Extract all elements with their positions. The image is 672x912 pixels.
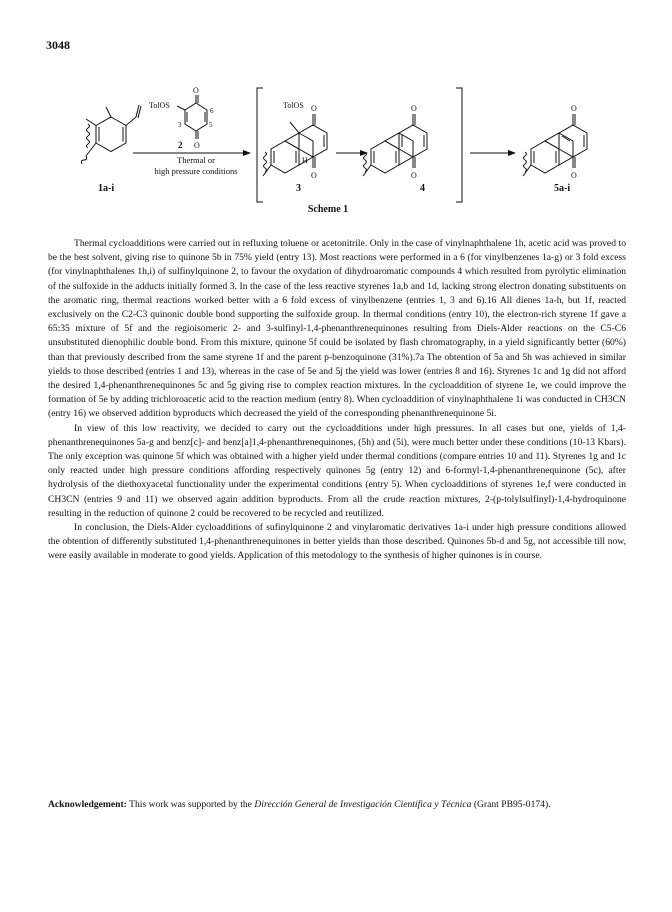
acknowledgement-agency: Dirección General de Investigación Científica y Técnica <box>254 799 472 810</box>
page-number: 3048 <box>46 38 70 52</box>
intermediate-4-structure <box>363 114 427 176</box>
intermediate-4-atom-o-top: O <box>411 104 417 113</box>
intermediate-atom-o-top: O <box>311 104 317 113</box>
intermediate-substituent: TolOS <box>283 101 304 110</box>
reagent-number-5: 5 <box>209 121 213 129</box>
reagent-substituent: TolOS <box>149 101 170 110</box>
paragraph-3: In conclusion, the Diels-Alder cycloadditions of sufinylquinone 2 and vinylaromatic derivatives 1a-i under high pressure conditions allowed the obtention of differently substituted 1,4-phenanthrenequinones in better yields than those described. Quinones 5b-d and 5g, not accessible till now, were easily available in moderate to good yields. Application of this metodology to the synthesis of higher quinones is in course. <box>48 522 626 562</box>
acknowledgement-text-before: This work was supported by the <box>129 799 252 810</box>
product-5-structure <box>523 114 587 176</box>
scheme-title: Scheme 1 <box>307 204 349 215</box>
acknowledgement-text-after: (Grant PB95-0174). <box>473 799 551 810</box>
product-atom-o-top: O <box>571 104 577 113</box>
intermediate-3-structure <box>263 114 327 176</box>
acknowledgement-heading: Acknowledgement: <box>48 799 127 810</box>
intermediate-atom-o-bottom: O <box>311 171 317 180</box>
bracket-left <box>257 88 263 202</box>
paragraph-2: In view of this low reactivity, we decided to carry out the cycloadditions under high pressures. In all cases but one, yields of 1,4-phenanthrenequinones 5a-g and benz[c]- and benz[a]1,4-phenanthrenequinones, (5h) and (5i), were much better under these conditions (10-13 Kbars). The only exception was quinone 5f which was obtained with a higher yield under thermal conditions (compare entries 10 and 11). Styrenes 1g and 1c only reacted under high pressure conditions affording respectively quinones 5g (entry 12) and 6-formyl-1,4-phenanthrenequinone (5c), after hydrolysis of the diethoxyacetal functionality under the experimental conditions (entry 5). When cycloadditions of styrenes 1e,f were conducted in CH3CN (entries 9 and 11) we observed again addition byproducts. From all the crude reaction mixtures, 2-(p-tolylsulfinyl)-1,4-hydroquinone resulting in the reduction of quinone 2 could be recovered to be recycled and reutilized. <box>48 422 626 519</box>
compound-label-3: 3 <box>296 183 301 194</box>
reagent-2-structure <box>177 95 207 139</box>
product-atom-o-bottom: O <box>571 171 577 180</box>
reagent-label-2: 2 <box>178 140 183 150</box>
reagent-number-3: 3 <box>178 121 182 129</box>
arrow-condition-line-2: high pressure conditions <box>154 166 238 176</box>
intermediate-4-atom-o-bottom: O <box>411 171 417 180</box>
reagent-number-6: 6 <box>210 107 214 115</box>
paragraph-1: Thermal cycloadditions were carried out in refluxing toluene or acetonitrile. Only in the case of vinylnaphthalene 1h, acetic acid was proved to be the best solvent, giving rise to quinone 5b in 75% yield (entry 13). Most reactions were performed in a 6 (for vinylbenzenes 1a-g) or 3 fold excess (for vinylnaphthalenes 1h,i) of sulfinylquinone 2, to favour the oxydation of dihydroaromatic compounds 4 which resulted from pyrolytic elimination of the sulfoxide in the adducts initially formed 3. In the case of the less reactive styrenes 1a,b and 1d, lacking strong electron donating substituents on the aromatic ring, thermal reactions worked better with a 6 fold excess of vinylbenzene (entries 1, 3 and 6).16 All dienes 1a-h, but 1f, reacted exclusively on the C2-C3 quinonic double bond supporting the sulfoxide group. In thermal conditions (entry 10), the electron-rich styrene 1f gave a 65:35 mixture of 5f and the regioisomeric 2- and 3-sulfinyl-1,4-phenanthrenequinones resulting from Diels-Alder reactions on the C5-C6 unsubstituted dienophilic double bond. From this mixture, quinone 5f could be isolated by flash chromatography, in a yield significantly better (60%) than that previously described from the same styrene 1f and the parent p-benzoquinone (31%).7a The obtention of 5a and 5h was achieved in similar yields to those described (entries 1 and 13), whereas in the case of 5e and 5j the yield was lower (entries 8 and 16). Styrenes 1c and 1g did not afford the desired 1,4-phenanthrenequinones 5c and 5g giving rise to complex reaction mixtures. In the cycloaddition of styrene 1e, we could improve the formation of 5e by adding trichloroacetic acid to the reaction medium (entry 8). When cycloaddition of vinylnaphthalene 1i was conducted in CH3CN (entry 16) we observed addition byproducts which decreased the yield of the corresponding phenanthrenequinone 5i. <box>48 238 626 420</box>
reagent-atom-o-top: O <box>193 86 199 95</box>
body-text <box>48 237 626 564</box>
intermediate-atom-h: H <box>302 156 308 165</box>
reagent-atom-o-bottom: O <box>194 141 200 150</box>
compound-label-4: 4 <box>420 183 425 194</box>
compound-label-1: 1a-i <box>98 183 115 194</box>
compound-label-5: 5a-i <box>554 183 571 194</box>
compound-1-structure <box>81 105 141 164</box>
bracket-right <box>456 88 462 202</box>
scheme-1 <box>0 60 672 235</box>
arrow-condition-line-1: Thermal or <box>177 155 215 165</box>
acknowledgement <box>48 798 626 812</box>
